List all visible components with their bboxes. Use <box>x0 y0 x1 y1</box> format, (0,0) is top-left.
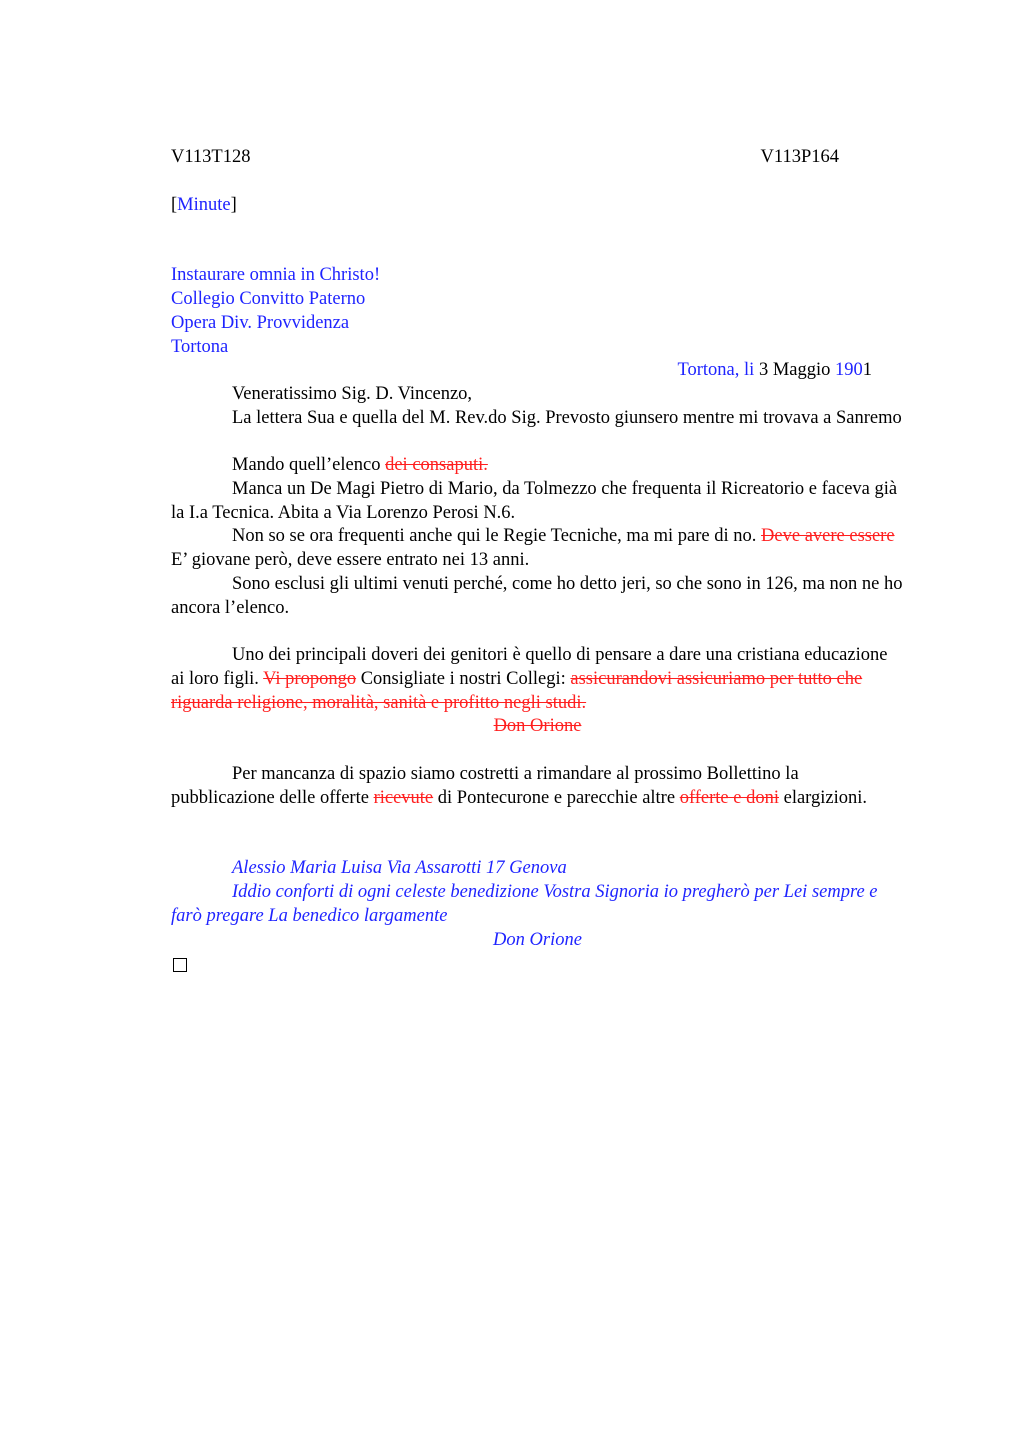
paragraph-1: La lettera Sua e quella del M. Rev.do Sig. Prevosto giunsero mentre mi trovava a Sanremo <box>232 407 902 428</box>
document-page <box>171 146 904 980</box>
deleted-text: dei consaputi. <box>385 455 488 476</box>
paragraph-4: Non so se ora frequenti anche qui le Regie Tecniche, ma mi pare di no. Deve avere essere E’ giovane però, deve essere entrato nei 13 anni. <box>171 526 895 571</box>
address-line: Alessio Maria Luisa Via Assarotti 17 Genova <box>232 858 567 879</box>
blessing-paragraph: Iddio conforti di ogni celeste benedizione Vostra Signoria io pregherò per Lei sempre e farò pregare La benedico largamente <box>171 882 878 926</box>
deleted-text: Vi propongo <box>263 668 357 689</box>
letterhead-line-2: Collegio Convitto Paterno <box>171 289 366 310</box>
date-place: Tortona, li <box>677 360 755 381</box>
section-3-paragraph: Per mancanza di spazio siamo costretti a rimandare al prossimo Bollettino la pubblicazione delle offerte ricevute di Pontecurone e parecchie altre offerte e doni elargizioni. <box>171 764 868 808</box>
deleted-text: assicurandovi assicuriamo per tutto che riguarda religione, moralità, sanità e profitto negli studi. <box>171 668 863 713</box>
date-year-printed: 190 <box>835 360 863 381</box>
date-year-handwritten: 1 <box>862 360 872 381</box>
letterhead-line-4: Tortona <box>171 336 229 357</box>
paragraph-2: Mando quell’elenco dei consaputi. <box>232 455 488 476</box>
deleted-text: Deve avere essere <box>761 526 895 547</box>
deleted-text: offerte e doni <box>679 787 779 808</box>
checkbox-square-icon <box>171 952 904 980</box>
letterhead-line-1: Instaurare omnia in Christo! <box>171 265 381 286</box>
paragraph-5: Sono esclusi gli ultimi venuti perché, come ho detto jeri, so che sono in 126, ma non ne ho ancora l’elenco. <box>171 573 903 618</box>
deleted-signature: Don Orione <box>493 716 582 737</box>
letterhead-line-3: Opera Div. Provvidenza <box>171 312 350 333</box>
left-code: V113T128 <box>171 147 251 167</box>
salutation: Veneratissimo Sig. D. Vincenzo, <box>232 383 473 404</box>
right-code: V113P164 <box>760 147 839 167</box>
minute-label: [Minute] <box>171 194 237 215</box>
section-2-paragraph: Uno dei principali doveri dei genitori è quello di pensare a dare una cristiana educazione ai loro figli. Vi propongo Consigliate i nostri Collegi: assicurandovi assicuriamo per tutto che riguarda religione, moralità, sanità e profitto negli studi. <box>171 645 888 713</box>
date-line <box>171 359 904 383</box>
deleted-text: ricevute <box>373 787 434 808</box>
header-codes <box>171 146 839 170</box>
signature: Don Orione <box>493 929 582 950</box>
paragraph-3: Manca un De Magi Pietro di Mario, da Tolmezzo che frequenta il Ricreatorio e faceva già la I.a Tecnica. Abita a Via Lorenzo Perosi N.6. <box>171 479 898 523</box>
date-day-month: 3 Maggio <box>754 360 835 381</box>
letterhead <box>171 264 904 359</box>
